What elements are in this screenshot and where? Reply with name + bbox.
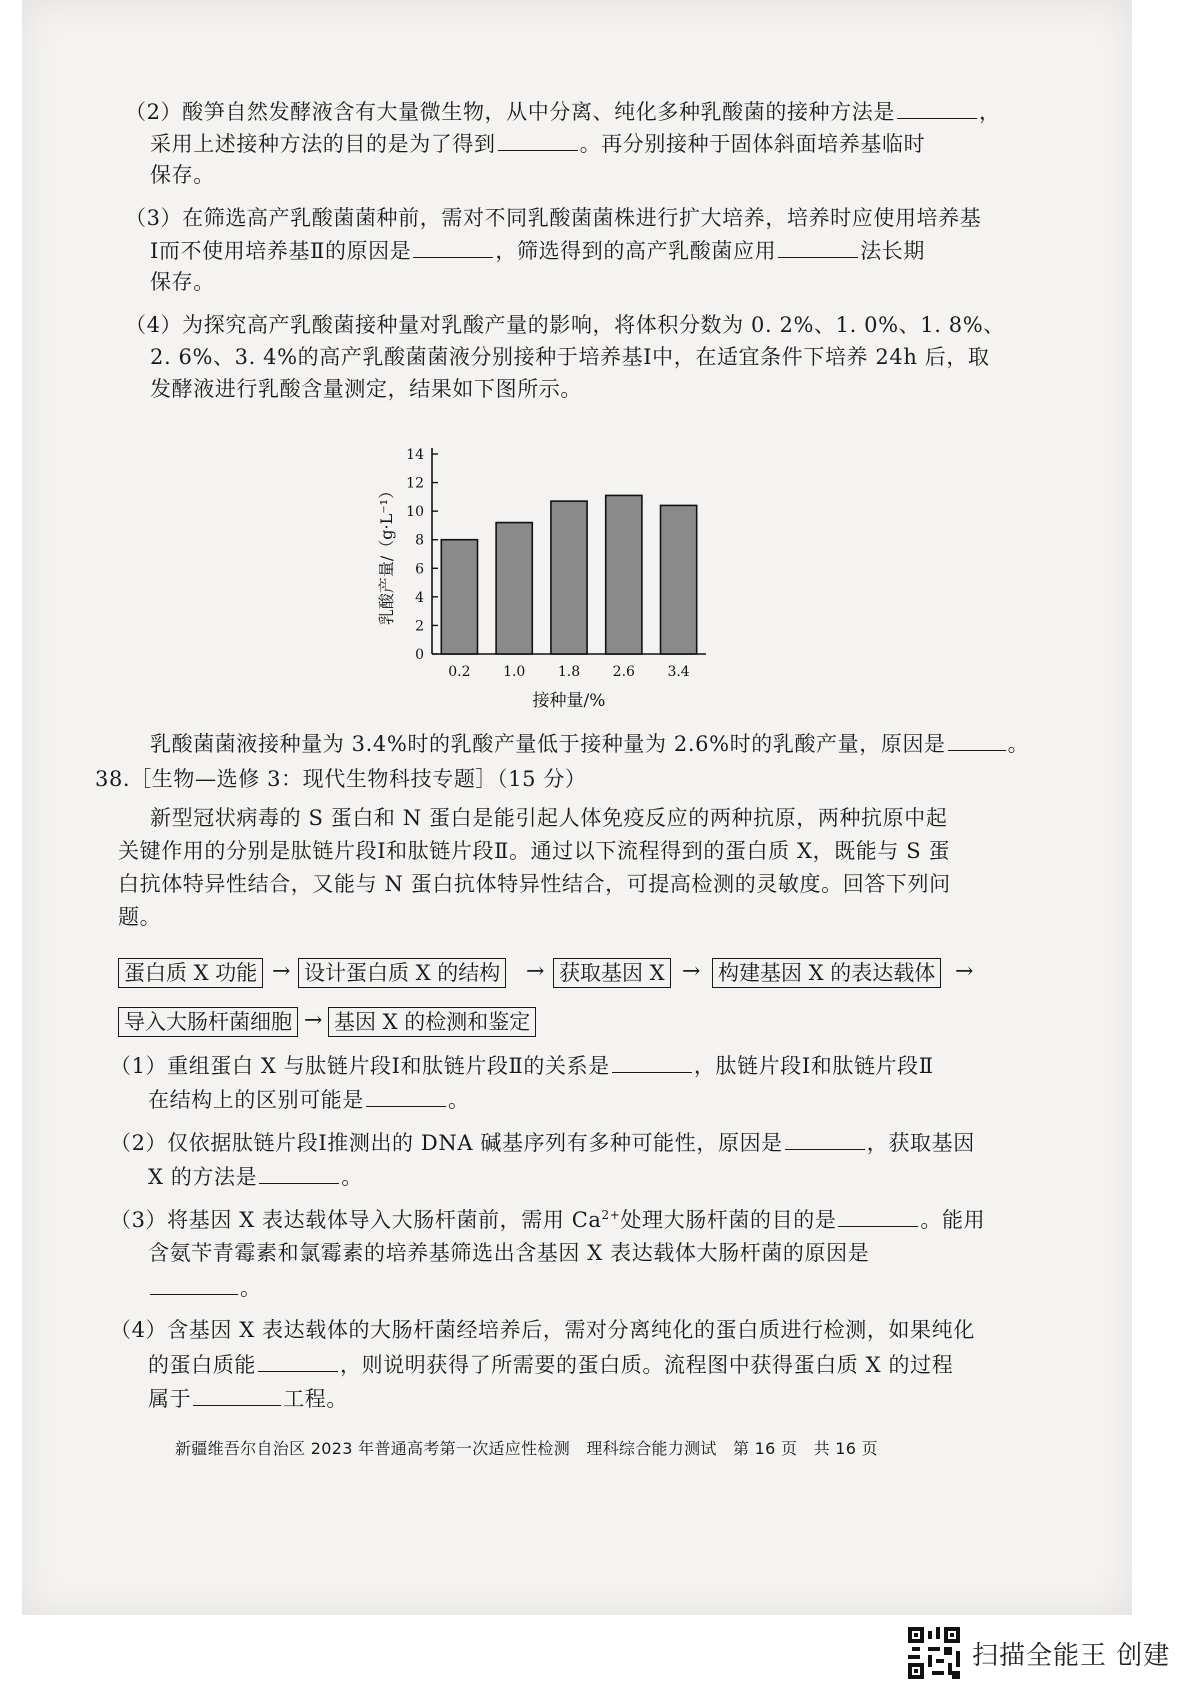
y-tick-label: 8: [415, 532, 424, 549]
q37-part3-line1: （3）在筛选高产乳酸菌菌种前，需对不同乳酸菌菌株进行扩大培养，培养时应使用培养基: [125, 206, 982, 230]
flow-arrow-icon: →: [304, 1008, 323, 1033]
q38-part1-line2: 在结构上的区别可能是 。: [148, 1084, 470, 1115]
answer-blank[interactable]: [259, 1161, 339, 1184]
flow-arrow-icon: →: [682, 959, 701, 984]
q37-part2-line1: （2）酸笋自然发酵液含有大量微生物，从中分离、纯化多种乳酸菌的接种方法是 ，: [125, 96, 1001, 127]
answer-blank[interactable]: [258, 1349, 338, 1372]
bar-1.0: [496, 523, 532, 654]
q38-header: 38.［生物—选修 3：现代生物科技专题］（15 分）: [95, 767, 587, 791]
qr-code-icon: [908, 1627, 960, 1679]
flow-step-obtain-gene: 获取基因 X: [553, 958, 671, 988]
q37-part2-line2: 采用上述接种方法的目的是为了得到 。再分别接种于固体斜面培养基临时: [150, 128, 925, 159]
q38-intro-line3: 白抗体特异性结合，又能与 N 蛋白抗体特异性结合，可提高检测的灵敏度。回答下列问: [118, 872, 951, 896]
q38-intro-line1: 新型冠状病毒的 S 蛋白和 N 蛋白是能引起人体免疫反应的两种抗原，两种抗原中起: [150, 806, 948, 830]
flow-arrow-icon: →: [955, 959, 974, 984]
answer-blank[interactable]: [612, 1050, 692, 1073]
flow-arrow-icon: →: [526, 959, 545, 984]
flow-step-detect-identify: 基因 X 的检测和鉴定: [328, 1007, 536, 1037]
answer-blank[interactable]: [413, 235, 493, 258]
bar-2.6: [606, 495, 642, 654]
answer-blank[interactable]: [498, 128, 578, 151]
x-tick-label: 2.6: [612, 664, 635, 680]
y-tick-label: 10: [406, 504, 424, 521]
answer-blank[interactable]: [366, 1084, 446, 1107]
y-tick-label: 0: [415, 647, 424, 663]
page-footer: 新疆维吾尔自治区 2023 年普通高考第一次适应性检测 理科综合能力测试 第 16 页 共 16 页: [175, 1439, 878, 1458]
q38-part2-line1: （2）仅依据肽链片段Ⅰ推测出的 DNA 碱基序列有多种可能性，原因是 ，获取基因: [110, 1127, 975, 1158]
flow-step-protein-function: 蛋白质 X 功能: [118, 958, 263, 988]
answer-blank[interactable]: [897, 96, 977, 119]
q38-part2-line2: X 的方法是 。: [148, 1161, 363, 1192]
q37-after-chart: 乳酸菌菌液接种量为 3.4%时的乳酸产量低于接种量为 2.6%时的乳酸产量，原因是 。: [150, 728, 1029, 759]
answer-blank[interactable]: [785, 1127, 865, 1150]
scanner-watermark: [908, 1625, 1170, 1681]
answer-blank[interactable]: [948, 728, 1006, 751]
q38-part4-line3: 属于 工程。: [148, 1383, 348, 1414]
q37-part3-line2: Ⅰ而不使用培养基Ⅱ的原因是 ，筛选得到的高产乳酸菌应用 法长期: [150, 235, 925, 266]
q38-part1-line1: （1）重组蛋白 X 与肽链片段Ⅰ和肽链片段Ⅱ的关系是 ，肽链片段Ⅰ和肽链片段Ⅱ: [110, 1050, 934, 1081]
q38-part3-line3: 。: [148, 1272, 262, 1303]
y-axis-label: 乳酸产量/（g·L⁻¹）: [377, 482, 396, 626]
lactic-acid-bar-chart: [372, 428, 732, 728]
x-tick-label: 1.0: [503, 664, 526, 680]
x-tick-label: 1.8: [557, 664, 581, 680]
y-tick-label: 14: [406, 447, 424, 463]
q38-intro-line2: 关键作用的分别是肽链片段Ⅰ和肽链片段Ⅱ。通过以下流程得到的蛋白质 X，既能与 S 蛋: [118, 839, 951, 863]
x-tick-label: 0.2: [448, 664, 471, 680]
x-tick-label: 3.4: [667, 664, 690, 680]
q37-part4-line1: （4）为探究高产乳酸菌接种量对乳酸产量的影响，将体积分数为 0. 2%、1. 0%、1. 8%、: [125, 313, 1005, 337]
y-tick-label: 12: [406, 475, 424, 492]
q37-part4-line3: 发酵液进行乳酸含量测定，结果如下图所示。: [150, 377, 582, 401]
flow-step-design-structure: 设计蛋白质 X 的结构: [298, 958, 506, 988]
q38-part3-line2: 含氨苄青霉素和氯霉素的培养基筛选出含基因 X 表达载体大肠杆菌的原因是: [148, 1241, 870, 1265]
answer-blank[interactable]: [193, 1383, 281, 1406]
answer-blank[interactable]: [150, 1272, 238, 1295]
q37-part2-line3: 保存。: [150, 163, 215, 187]
q37-part4-line2: 2. 6%、3. 4%的高产乳酸菌菌液分别接种于培养基Ⅰ中，在适宜条件下培养 24h 后，取: [150, 345, 990, 369]
answer-blank[interactable]: [778, 235, 858, 258]
flow-step-build-vector: 构建基因 X 的表达载体: [712, 958, 941, 988]
q38-intro-line4: 题。: [118, 905, 162, 929]
flow-step-transform-ecoli: 导入大肠杆菌细胞: [118, 1007, 298, 1037]
answer-blank[interactable]: [838, 1204, 918, 1227]
q38-part4-line2: 的蛋白质能 ，则说明获得了所需要的蛋白质。流程图中获得蛋白质 X 的过程: [148, 1349, 953, 1380]
x-axis-label: 接种量/%: [532, 691, 606, 711]
bar-3.4: [661, 505, 697, 654]
q37-part3-line3: 保存。: [150, 270, 215, 294]
bar-0.2: [441, 540, 477, 654]
flow-arrow-icon: →: [272, 959, 291, 984]
q38-part4-line1: （4）含基因 X 表达载体的大肠杆菌经培养后，需对分离纯化的蛋白质进行检测，如果纯化: [110, 1318, 975, 1342]
y-tick-label: 2: [415, 618, 424, 635]
y-tick-label: 4: [415, 589, 424, 606]
q38-part3-line1: （3）将基因 X 表达载体导入大肠杆菌前，需用 $Ca^{2+}$处理大肠杆菌的目的是 。能用: [110, 1204, 985, 1235]
scanner-watermark-text: 扫描全能王 创建: [972, 1640, 1171, 1671]
y-tick-label: 6: [415, 561, 424, 578]
bar-1.8: [551, 501, 587, 654]
